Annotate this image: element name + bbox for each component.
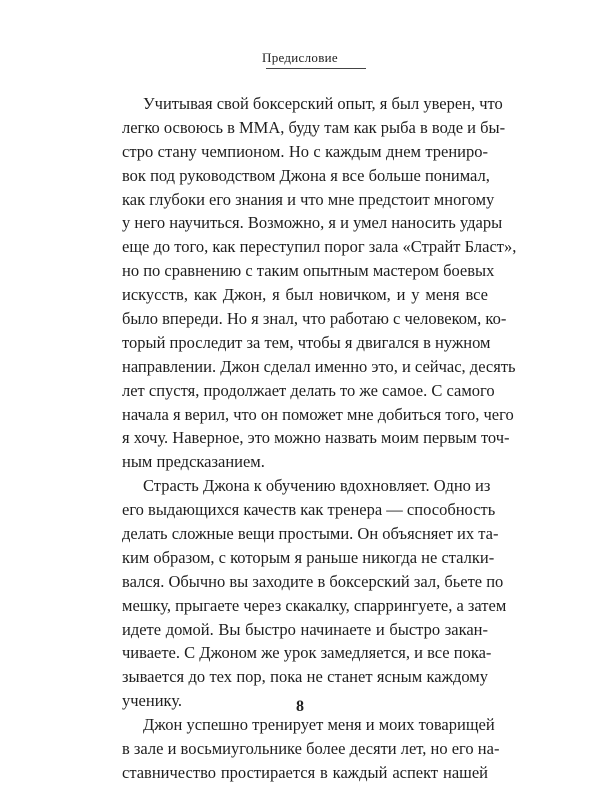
header-rule [266,68,366,69]
text-line: начала я верил, что он поможет мне добиться того, чего [122,404,514,424]
text-line: вок под руководством Джона я все больше понимал, [122,165,490,185]
text-line: вался. Обычно вы заходите в боксерский зал, бьете по [122,571,504,591]
text-line: лет спустя, продолжает делать то же самое. С самого [122,380,495,400]
text-line: но по сравнению с таким опытным мастером боевых [122,261,495,281]
body-text [122,92,517,785]
text-line: чиваете. С Джоном же урок замедляется, и все пока- [122,643,492,663]
text-line: искусств, как Джон, я был новичком, и у меня все [122,285,488,305]
text-line: в зале и восьмиугольнике более десяти лет, но его на- [122,739,500,759]
text-line: направлении. Джон сделал именно это, и сейчас, десять [122,356,516,376]
text-line: у него научиться. Возможно, я и умел наносить удары [122,213,503,233]
text-line: я хочу. Наверное, это можно назвать моим первым точ- [122,428,510,448]
text-line: как глубоки его знания и что мне предстоит многому [122,189,495,209]
text-line: Учитывая свой боксерский опыт, я был уверен, что [143,94,503,113]
running-header: Предисловие [262,50,338,65]
text-line: легко освоюсь в ММА, буду там как рыба в воде и бы- [122,117,506,137]
text-line: его выдающихся качеств как тренера — способность [122,500,496,520]
text-line: зывается до тех пор, пока не станет ясным каждому [122,667,488,687]
text-line: Джон успешно тренирует меня и моих товарищей [143,715,495,735]
text-line: торый проследит за тем, чтобы я двигался в нужном [122,332,491,352]
text-line: было впереди. Но я знал, что работаю с человеком, ко- [122,309,507,329]
text-line: еще до того, как переступил порог зала «Страйт Бласт», [122,237,517,257]
text-line: ставничество простирается в каждый аспект нашей [122,762,488,782]
text-line: Страсть Джона к обучению вдохновляет. Одно из [143,476,491,496]
text-line: ким образом, с которым я раньше никогда не сталки- [122,547,495,567]
text-line: идете домой. Вы быстро начинаете и быстро закан- [122,619,488,639]
text-line: стро стану чемпионом. Но с каждым днем трениро- [122,141,488,161]
text-line: ученику. [122,691,183,711]
page-number: 8 [296,698,304,715]
text-line: мешку, прыгаете через скакалку, спаррингуете, а затем [122,595,507,615]
text-line: ным предсказанием. [122,452,265,472]
text-line: делать сложные вещи простыми. Он объясняет их та- [122,524,499,544]
